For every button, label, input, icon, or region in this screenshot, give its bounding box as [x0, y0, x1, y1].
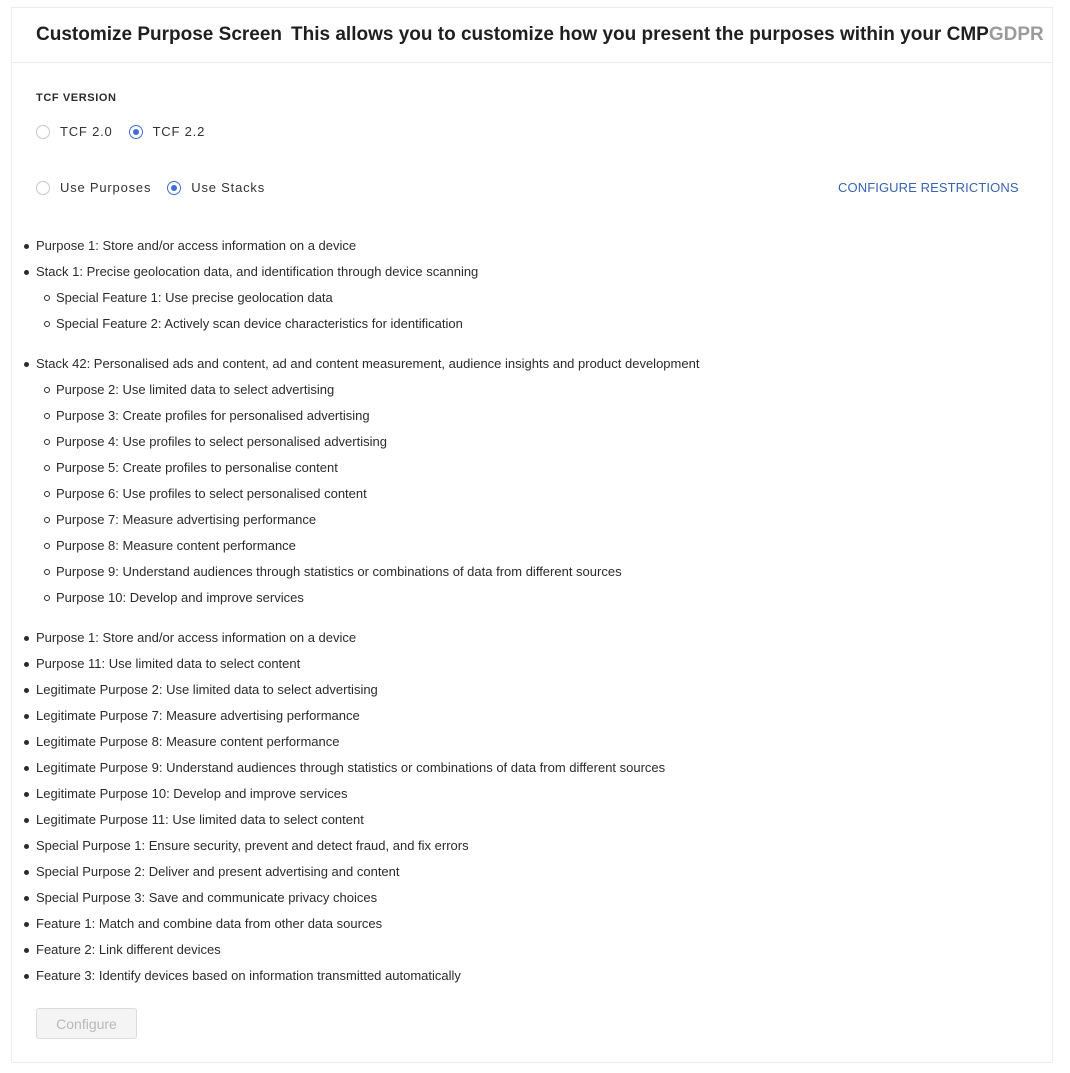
sub-list-item: Special Feature 1: Use precise geolocation data	[36, 285, 478, 311]
sub-list-item: Purpose 10: Develop and improve services	[36, 585, 699, 611]
bullet-icon	[24, 740, 29, 745]
sub-list-item: Purpose 9: Understand audiences through statistics or combinations of data from different sources	[36, 559, 699, 585]
sub-list-item: Special Feature 2: Actively scan device characteristics for identification	[36, 311, 478, 337]
radio-unchecked-icon[interactable]	[36, 125, 50, 139]
purpose-list-3	[36, 625, 665, 989]
tcf-2-0-radio[interactable]	[36, 124, 113, 139]
sub-list-item: Purpose 3: Create profiles for personalised advertising	[36, 403, 699, 429]
tcf-2-2-label: TCF 2.2	[152, 124, 206, 139]
bullet-icon	[24, 896, 29, 901]
bullet-icon	[24, 662, 29, 667]
list-item: Legitimate Purpose 7: Measure advertising performance	[36, 703, 665, 729]
list-item: Legitimate Purpose 10: Develop and improve services	[36, 781, 665, 807]
circle-bullet-icon	[44, 465, 50, 471]
list-item: Special Purpose 3: Save and communicate privacy choices	[36, 885, 665, 911]
configure-restrictions-link[interactable]: CONFIGURE RESTRICTIONS	[838, 180, 1019, 195]
page-title: Customize Purpose Screen	[36, 24, 283, 45]
sub-list-item: Purpose 5: Create profiles to personalise content	[36, 455, 699, 481]
circle-bullet-icon	[44, 595, 50, 601]
list-item: Legitimate Purpose 2: Use limited data to select advertising	[36, 677, 665, 703]
bullet-icon	[24, 844, 29, 849]
bullet-icon	[24, 870, 29, 875]
circle-bullet-icon	[44, 543, 50, 549]
list-item: Stack 42: Personalised ads and content, ad and content measurement, audience insights and product development	[36, 351, 699, 377]
bullet-icon	[24, 714, 29, 719]
regulation-badge: GDPR	[988, 24, 1044, 45]
bullet-icon	[24, 922, 29, 927]
bullet-icon	[24, 688, 29, 693]
bullet-icon	[24, 948, 29, 953]
radio-unchecked-icon[interactable]	[36, 181, 50, 195]
sub-list-item: Purpose 6: Use profiles to select personalised content	[36, 481, 699, 507]
use-purposes-radio[interactable]	[36, 180, 151, 195]
tcf-2-2-radio[interactable]	[129, 124, 206, 139]
list-item: Special Purpose 1: Ensure security, prevent and detect fraud, and fix errors	[36, 833, 665, 859]
list-item: Legitimate Purpose 9: Understand audiences through statistics or combinations of data from different sources	[36, 755, 665, 781]
purpose-list-1	[36, 233, 478, 337]
bullet-icon	[24, 244, 29, 249]
circle-bullet-icon	[44, 439, 50, 445]
sub-list-item: Purpose 8: Measure content performance	[36, 533, 699, 559]
list-item: Legitimate Purpose 8: Measure content performance	[36, 729, 665, 755]
bullet-icon	[24, 766, 29, 771]
circle-bullet-icon	[44, 491, 50, 497]
bullet-icon	[24, 974, 29, 979]
sub-list-item: Purpose 7: Measure advertising performance	[36, 507, 699, 533]
list-item: Purpose 1: Store and/or access information on a device	[36, 625, 665, 651]
list-item: Purpose 1: Store and/or access information on a device	[36, 233, 478, 259]
list-item: Stack 1: Precise geolocation data, and identification through device scanning	[36, 259, 478, 285]
circle-bullet-icon	[44, 569, 50, 575]
configure-button[interactable]: Configure	[36, 1008, 137, 1039]
circle-bullet-icon	[44, 295, 50, 301]
list-item: Purpose 11: Use limited data to select content	[36, 651, 665, 677]
card-header	[12, 8, 1052, 63]
list-item: Feature 3: Identify devices based on information transmitted automatically	[36, 963, 665, 989]
bullet-icon	[24, 792, 29, 797]
sub-list-item: Purpose 4: Use profiles to select personalised advertising	[36, 429, 699, 455]
radio-checked-icon[interactable]	[129, 125, 143, 139]
customize-purpose-card	[11, 7, 1053, 1063]
use-purposes-label: Use Purposes	[60, 180, 152, 195]
tcf-2-0-label: TCF 2.0	[60, 124, 113, 139]
circle-bullet-icon	[44, 413, 50, 419]
list-item: Feature 2: Link different devices	[36, 937, 665, 963]
bullet-icon	[24, 636, 29, 641]
bullet-icon	[24, 270, 29, 275]
purpose-mode-group	[36, 180, 281, 195]
circle-bullet-icon	[44, 387, 50, 393]
use-stacks-label: Use Stacks	[191, 180, 265, 195]
sub-list-item: Purpose 2: Use limited data to select advertising	[36, 377, 699, 403]
tcf-version-label: TCF VERSION	[36, 92, 117, 104]
list-item: Feature 1: Match and combine data from other data sources	[36, 911, 665, 937]
radio-checked-icon[interactable]	[167, 181, 181, 195]
purpose-list-2	[36, 351, 699, 611]
list-item: Legitimate Purpose 11: Use limited data to select content	[36, 807, 665, 833]
circle-bullet-icon	[44, 321, 50, 327]
use-stacks-radio[interactable]	[167, 180, 265, 195]
list-item: Special Purpose 2: Deliver and present advertising and content	[36, 859, 665, 885]
bullet-icon	[24, 362, 29, 367]
tcf-version-group	[36, 124, 221, 139]
circle-bullet-icon	[44, 517, 50, 523]
bullet-icon	[24, 818, 29, 823]
page-subtitle: This allows you to customize how you present the purposes within your CMP	[291, 24, 989, 45]
